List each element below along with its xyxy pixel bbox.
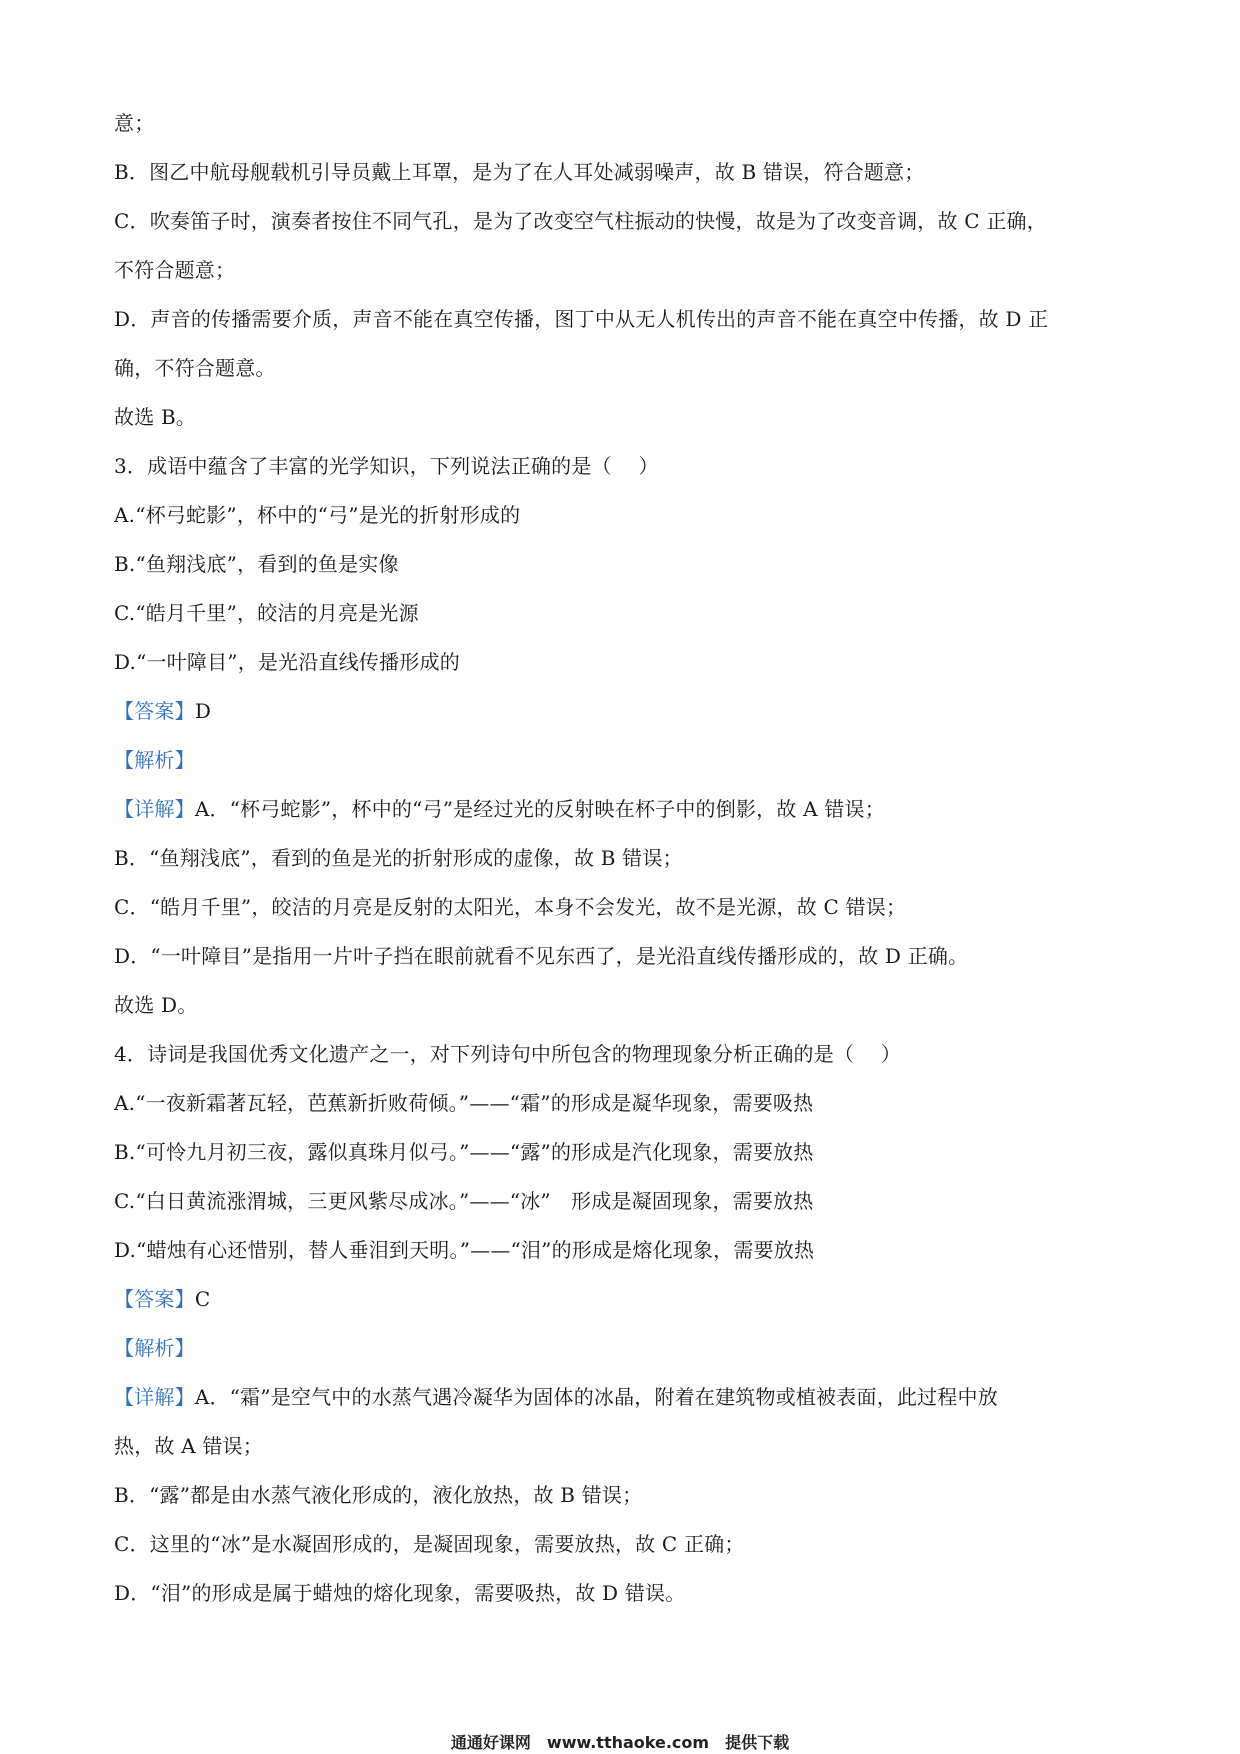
question-3-detail	[114, 785, 1134, 834]
question-4-analysis	[114, 1324, 1134, 1373]
text-line: D．声音的传播需要介质，声音不能在真空传播，图丁中从无人机传出的声音不能在真空中传播，故 D 正	[114, 307, 1049, 331]
text-line: B．“鱼翔浅底”，看到的鱼是光的折射形成的虚像，故 B 错误；	[114, 846, 683, 870]
text-line: C．“皓月千里”，皎洁的月亮是反射的太阳光，本身不会发光，故不是光源，故 C 错误；	[114, 895, 907, 919]
detail-text: A．“霜”是空气中的水蒸气遇冷凝华为固体的冰晶，附着在建筑物或植被表面，此过程中放	[194, 1385, 998, 1409]
question-3-answer	[114, 687, 1134, 736]
question-3-analysis	[114, 736, 1134, 785]
question-4-option-a: A.“一夜新霜著瓦轻，芭蕉新折败荷倾。”——“霜”的形成是凝华现象，需要吸热	[114, 1091, 814, 1115]
question-4-stem: 4．诗词是我国优秀文化遗产之一，对下列诗句中所包含的物理现象分析正确的是（ ）	[114, 1042, 902, 1066]
question-4-option-c: C.“白日黄流涨渭城，三更风紫尽成冰。”——“冰” 形成是凝固现象，需要放热	[114, 1189, 814, 1213]
question-3-option-d: D.“一叶障目”，是光沿直线传播形成的	[114, 650, 460, 674]
text-line: 热，故 A 错误；	[114, 1434, 263, 1458]
text-line: C．吹奏笛子时，演奏者按住不同气孔，是为了改变空气柱振动的快慢，故是为了改变音调，故 C 正确，	[114, 209, 1047, 233]
detail-tag: 【详解】	[114, 1385, 195, 1409]
answer-tag: 【答案】	[114, 699, 195, 723]
question-3-option-b: B.“鱼翔浅底”，看到的鱼是实像	[114, 552, 399, 576]
document-body	[114, 99, 1134, 1618]
text-line: 不符合题意；	[114, 258, 236, 282]
answer-value: C	[194, 1287, 211, 1311]
analysis-tag: 【解析】	[114, 748, 195, 772]
detail-text: A．“杯弓蛇影”，杯中的“弓”是经过光的反射映在杯子中的倒影，故 A 错误；	[194, 797, 885, 821]
text-line: 故选 B。	[114, 405, 197, 429]
answer-value: D	[194, 699, 212, 723]
text-line: B．图乙中航母舰载机引导员戴上耳罩，是为了在人耳处减弱噪声，故 B 错误，符合题意；	[114, 160, 925, 184]
text-line: 故选 D。	[114, 993, 198, 1017]
text-line: 意；	[114, 111, 155, 135]
question-3-option-c: C.“皓月千里”，皎洁的月亮是光源	[114, 601, 419, 625]
question-3-stem: 3．成语中蕴含了丰富的光学知识，下列说法正确的是（ ）	[114, 454, 659, 478]
text-line: C．这里的“冰”是水凝固形成的，是凝固现象，需要放热，故 C 正确；	[114, 1532, 745, 1556]
page-footer: 通通好课网 www.tthaoke.com 提供下载	[450, 1733, 790, 1752]
answer-tag: 【答案】	[114, 1287, 195, 1311]
question-4-detail	[114, 1373, 1134, 1422]
analysis-tag: 【解析】	[114, 1336, 195, 1360]
text-line: B．“露”都是由水蒸气液化形成的，液化放热，故 B 错误；	[114, 1483, 643, 1507]
question-4-option-b: B.“可怜九月初三夜，露似真珠月似弓。”——“露”的形成是汽化现象，需要放热	[114, 1140, 814, 1164]
question-4-option-d: D.“蜡烛有心还惜别，替人垂泪到天明。”——“泪”的形成是熔化现象，需要放热	[114, 1238, 815, 1262]
text-line: 确，不符合题意。	[114, 356, 276, 380]
question-3-option-a: A.“杯弓蛇影”，杯中的“弓”是光的折射形成的	[114, 503, 521, 527]
detail-tag: 【详解】	[114, 797, 195, 821]
text-line: D．“泪”的形成是属于蜡烛的熔化现象，需要吸热，故 D 错误。	[114, 1581, 686, 1605]
question-4-answer	[114, 1275, 1134, 1324]
text-line: D．“一叶障目”是指用一片叶子挡在眼前就看不见东西了，是光沿直线传播形成的，故 D 正确。	[114, 944, 969, 968]
